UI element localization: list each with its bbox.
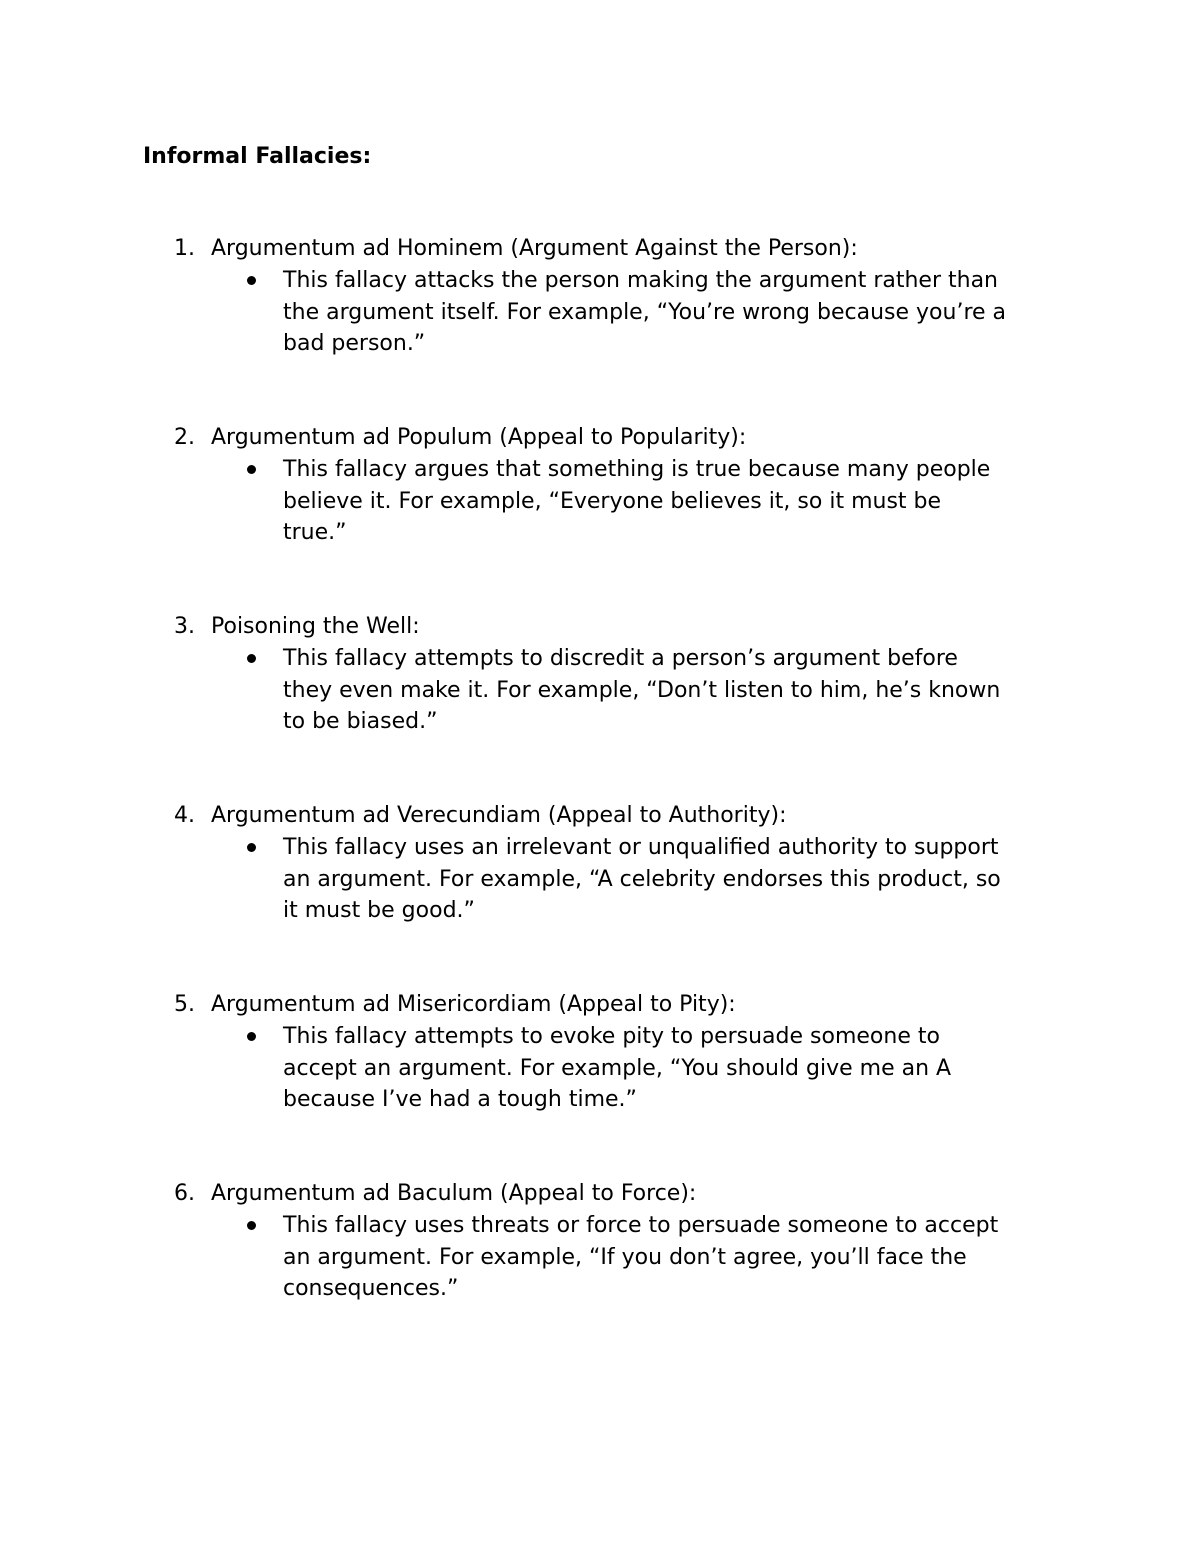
item-heading (174, 611, 1074, 643)
bullet-icon (247, 654, 256, 663)
bullet-text-line: consequences.” (283, 1276, 459, 1301)
bullet-text-line: an argument. For example, “A celebrity endorses this product, so (283, 866, 1001, 892)
bullet-text-line: because I’ve had a tough time.” (283, 1087, 637, 1112)
bullet-item (283, 265, 1073, 360)
bullet-text-line: it must be good.” (283, 898, 475, 923)
bullet-text-line: This fallacy attempts to discredit a person’s argument before (283, 646, 958, 671)
bullet-text-line: This fallacy uses an irrelevant or unqualified authority to support (283, 835, 999, 860)
bullet-text-line: the argument itself. For example, “You’re wrong because you’re a (283, 299, 1007, 325)
bullet-icon (247, 465, 256, 474)
document-title: Informal Fallacies: (143, 144, 372, 169)
bullet-text-line: bad person.” (283, 331, 426, 356)
bullet-text-line: accept an argument. For example, “You should give me an A (283, 1055, 952, 1081)
item-heading (174, 800, 1074, 832)
item-label: Argumentum ad Verecundiam (Appeal to Authority): (211, 803, 787, 828)
bullet-text-line: to be biased.” (283, 709, 438, 734)
bullet-icon (247, 843, 256, 852)
bullet-item (283, 643, 1073, 738)
bullet-item (283, 1210, 1073, 1305)
item-number: 2. (174, 425, 195, 450)
bullet-item (283, 454, 1073, 549)
bullet-item (283, 832, 1073, 927)
bullet-text-line: This fallacy attacks the person making the argument rather than (283, 268, 998, 293)
item-label: Poisoning the Well: (211, 614, 420, 639)
item-number: 6. (174, 1181, 195, 1206)
bullet-item (283, 1021, 1073, 1116)
item-label: Argumentum ad Baculum (Appeal to Force): (211, 1181, 697, 1206)
item-heading (174, 1178, 1074, 1210)
bullet-text-line: they even make it. For example, “Don’t listen to him, he’s known (283, 677, 1001, 703)
item-label: Argumentum ad Hominem (Argument Against the Person): (211, 236, 858, 261)
bullet-text-line: This fallacy argues that something is true because many people (283, 457, 991, 482)
list-item (174, 233, 1074, 360)
list-item (174, 800, 1074, 927)
bullet-icon (247, 1221, 256, 1230)
item-heading (174, 233, 1074, 265)
item-number: 1. (174, 236, 195, 261)
list-item (174, 989, 1074, 1116)
bullet-text-line: This fallacy uses threats or force to persuade someone to accept (283, 1213, 999, 1238)
item-heading (174, 989, 1074, 1021)
list-item (174, 422, 1074, 549)
list-item (174, 611, 1074, 738)
bullet-icon (247, 276, 256, 285)
item-label: Argumentum ad Misericordiam (Appeal to Pity): (211, 992, 736, 1017)
item-number: 5. (174, 992, 195, 1017)
item-number: 4. (174, 803, 195, 828)
bullet-text-line: believe it. For example, “Everyone believes it, so it must be (283, 488, 942, 514)
bullet-icon (247, 1032, 256, 1041)
item-label: Argumentum ad Populum (Appeal to Popularity): (211, 425, 747, 450)
bullet-text-line: true.” (283, 520, 347, 545)
list-item (174, 1178, 1074, 1305)
item-number: 3. (174, 614, 195, 639)
item-heading (174, 422, 1074, 454)
bullet-text-line: This fallacy attempts to evoke pity to persuade someone to (283, 1024, 940, 1049)
bullet-text-line: an argument. For example, “If you don’t agree, you’ll face the (283, 1244, 967, 1270)
